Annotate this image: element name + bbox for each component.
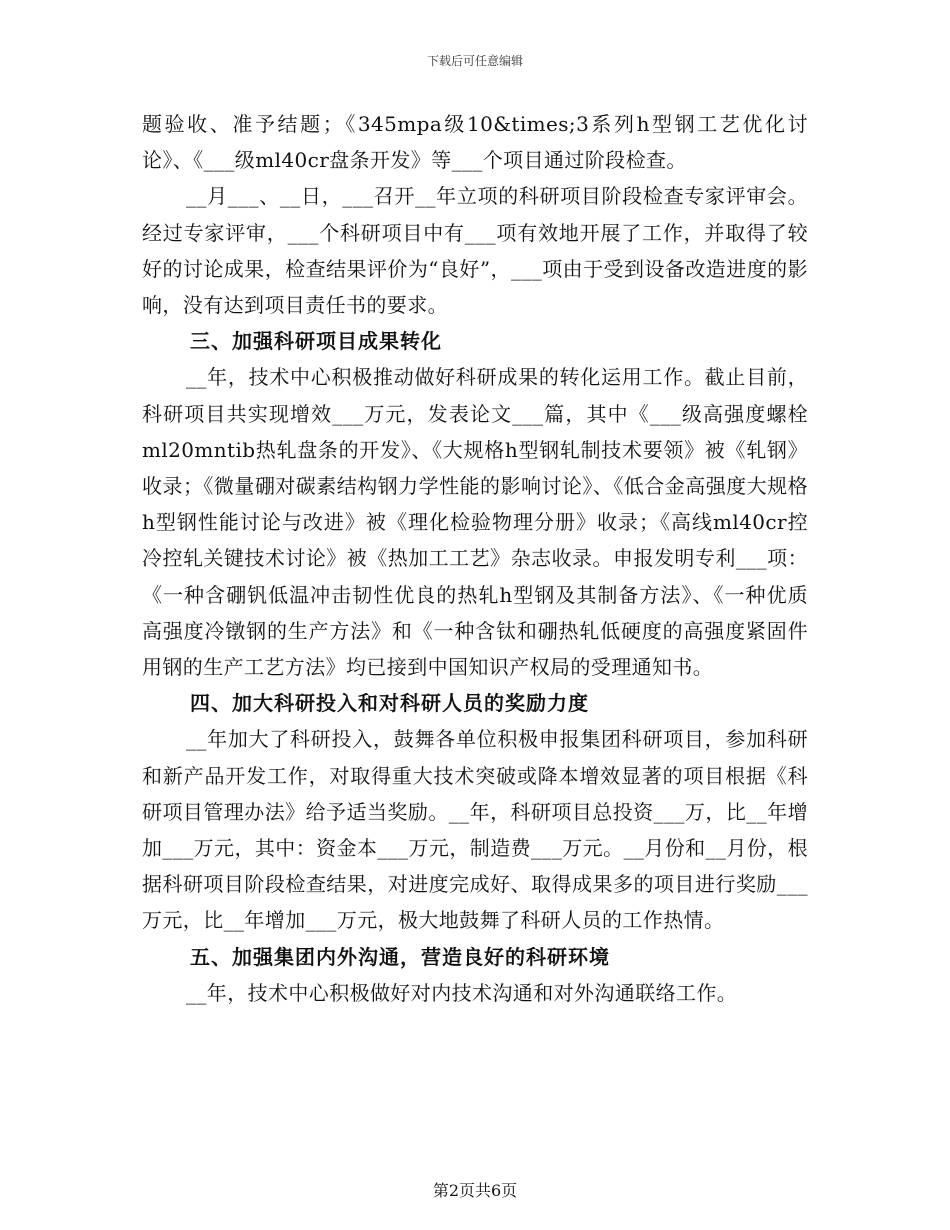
page-header: 下载后可任意编辑 [426,54,523,68]
section-heading-5: 五、加强集团内外沟通，营造良好的科研环境 [190,944,610,969]
paragraph-review-meeting: __月___、__日，___召开__年立项的科研项目阶段检查专家评审会。经过专家评审，___个科研项目中有___项有效地开展了工作，并取得了较好的讨论成果，检查结果评价为“良好”，___项由于受到设备改造进度的影响，没有达到项目责任书的要求。 [142,184,808,318]
paragraph-continued: 题验收、准予结题；《345mpa级10&times;3系列h型钢工艺优化讨论》、《___级ml40cr盘条开发》等___个项目通过阶段检查。 [142,112,808,173]
section-heading-3: 三、加强科研项目成果转化 [190,329,442,354]
page-footer: 第2页共6页 [432,1181,518,1200]
paragraph-investment: __年加大了科研投入，鼓舞各单位积极申报集团科研项目，参加科研和新产品开发工作，对取得重大技术突破或降本增效显著的项目根据《科研项目管理办法》给予适当奖励。__年，科研项目总投资___万，比__年增加___万元，其中：资金本___万元，制造费___万元。__月份和__月份，根据科研项目阶段检查结果，对进度完成好、取得成果多的项目进行奖励___万元，比__年增加___万元，极大地鼓舞了科研人员的工作热情。 [142,727,808,933]
paragraph-achievements: __年，技术中心积极推动做好科研成果的转化运用工作。截止目前，科研项目共实现增效___万元，发表论文___篇，其中《___级高强度螺栓ml20mntib热轧盘条的开发》、《大规格h型钢轧制技术要领》被《轧钢》收录；《微量硼对碳素结构钢力学性能的影响讨论》、《低合金高强度大规格h型钢性能讨论与改进》被《理化检验物理分册》收录；《高线ml40cr控冷控轧关键技术讨论》被《热加工工艺》杂志收录。申报发明专利___项：《一种含硼钒低温冲击韧性优良的热轧h型钢及其制备方法》、《一种优质高强度冷镦钢的生产方法》和《一种含钛和硼热轧低硬度的高强度紧固件用钢的生产工艺方法》均已接到中国知识产权局的受理通知书。 [142,365,808,680]
section-heading-4: 四、加大科研投入和对科研人员的奖励力度 [190,691,589,716]
paragraph-communication: __年，技术中心积极做好对内技术沟通和对外沟通联络工作。 [186,980,738,1005]
document-body [142,106,808,1011]
